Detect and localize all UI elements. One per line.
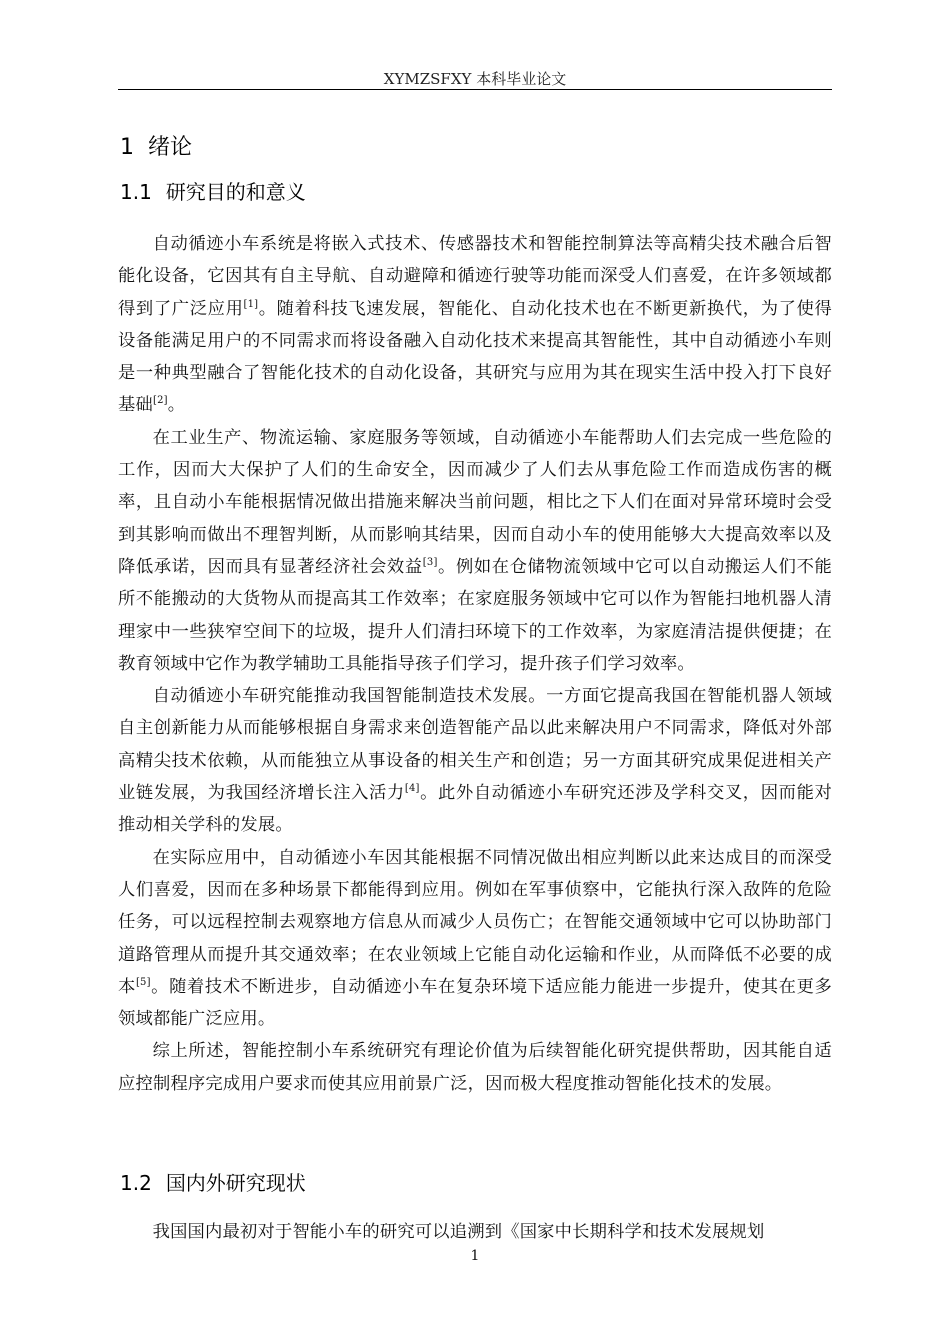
- header-rule: [118, 89, 832, 90]
- section-title: 研究目的和意义: [165, 180, 306, 204]
- paragraph-text: 在工业生产、物流运输、家庭服务等领域，自动循迹小车能帮助人们去完成一些危险的工作，因而大大保护了人们的生命安全，因而减少了人们去从事危险工作而造成伤害的概率，且自动小车能根据情况做出措施来解决当前问题，相比之下人们在面对异常环境时会受到其影响而做出不理智判断，从而影响其结果，因而自动小车的使用能够大大提高效率以及降低承诺，因而具有显著经济社会效益: [118, 427, 832, 577]
- paragraph: [118, 1035, 832, 1100]
- paragraph-text: 。例如在仓储物流领域中它可以自动搬运人们不能所不能搬动的大货物从而提高其工作效率；在家庭服务领域中它可以作为智能扫地机器人清理家中一些狭窄空间下的垃圾，提升人们清扫环境下的工作效率，为家庭清洁提供便捷；在教育领域中它作为教学辅助工具能指导孩子们学习，提升孩子们学习效率。: [118, 556, 832, 674]
- paragraph: [118, 842, 832, 1036]
- citation-ref: [4]: [404, 783, 420, 795]
- paragraph-text: 。此外自动循迹小车研究还涉及学科交叉，因而能对推动相关学科的发展。: [118, 783, 833, 836]
- page-number: 1: [470, 1248, 480, 1264]
- paragraph-text: 我国国内最初对于智能小车的研究可以追溯到《国家中长期科学和技术发展规划: [152, 1222, 765, 1242]
- section-number: 1.1: [120, 180, 152, 204]
- section-heading-1-2: [120, 1168, 306, 1198]
- paragraph-text: 在实际应用中，自动循迹小车因其能根据不同情况做出相应判断以此来达成目的而深受人们喜爱，因而在多种场景下都能得到应用。例如在军事侦察中，它能执行深入敌阵的危险任务，可以远程控制去观察地方信息从而减少人员伤亡；在智能交通领域中它可以协助部门道路管理从而提升其交通效率；在农业领域上它能自动化运输和作业，从而降低不必要的成本: [118, 847, 832, 997]
- paragraph: [118, 1216, 832, 1248]
- chapter-heading: [120, 133, 192, 163]
- paragraph-text: 。随着科技飞速发展，智能化、自动化技术也在不断更新换代，为了使得设备能满足用户的不同需求而将设备融入自动化技术来提高其智能性，其中自动循迹小车则是一种典型融合了智能化技术的自动化设备，其研究与应用为其在现实生活中投入打下良好基础: [118, 298, 833, 416]
- section-1-2-body: [118, 1216, 832, 1248]
- chapter-title: 绪论: [148, 135, 193, 160]
- citation-ref: [5]: [135, 976, 151, 988]
- paragraph: [118, 680, 832, 841]
- citation-ref: [2]: [152, 395, 168, 407]
- paragraph-text: 。: [167, 395, 186, 416]
- citation-ref: [3]: [422, 556, 438, 568]
- paragraph: [118, 228, 832, 422]
- running-header: XYMZSFXY 本科毕业论文: [383, 70, 567, 88]
- paragraph-text: 自动循迹小车研究能推动我国智能制造技术发展。一方面它提高我国在智能机器人领域自主创新能力从而能够根据自身需求来创造智能产品以此来解决用户不同需求，降低对外部高精尖技术依赖，从而能独立从事设备的相关生产和创造；另一方面其研究成果促进相关产业链发展，为我国经济增长注入活力: [118, 686, 832, 804]
- paragraph-text: 。随着技术不断进步，自动循迹小车在复杂环境下适应能力能进一步提升，使其在更多领域都能广泛应用。: [118, 976, 832, 1030]
- section-1-1-body: [118, 228, 832, 1100]
- paragraph-text: 综上所述，智能控制小车系统研究有理论价值为后续智能化研究提供帮助，因其能自适应控制程序完成用户要求而使其应用前景广泛，因而极大程度推动智能化技术的发展。: [118, 1041, 832, 1094]
- paragraph-text: 自动循迹小车系统是将嵌入式技术、传感器技术和智能控制算法等高精尖技术融合后智能化设备，它因其有自主导航、自动避障和循迹行驶等功能而深受人们喜爱，在许多领域都得到了广泛应用: [118, 234, 832, 319]
- section-title: 国内外研究现状: [165, 1171, 306, 1195]
- citation-ref: [1]: [243, 298, 259, 310]
- chapter-number: 1: [120, 135, 134, 160]
- paragraph: [118, 422, 832, 680]
- section-heading-1-1: [120, 177, 306, 207]
- section-number: 1.2: [120, 1171, 152, 1195]
